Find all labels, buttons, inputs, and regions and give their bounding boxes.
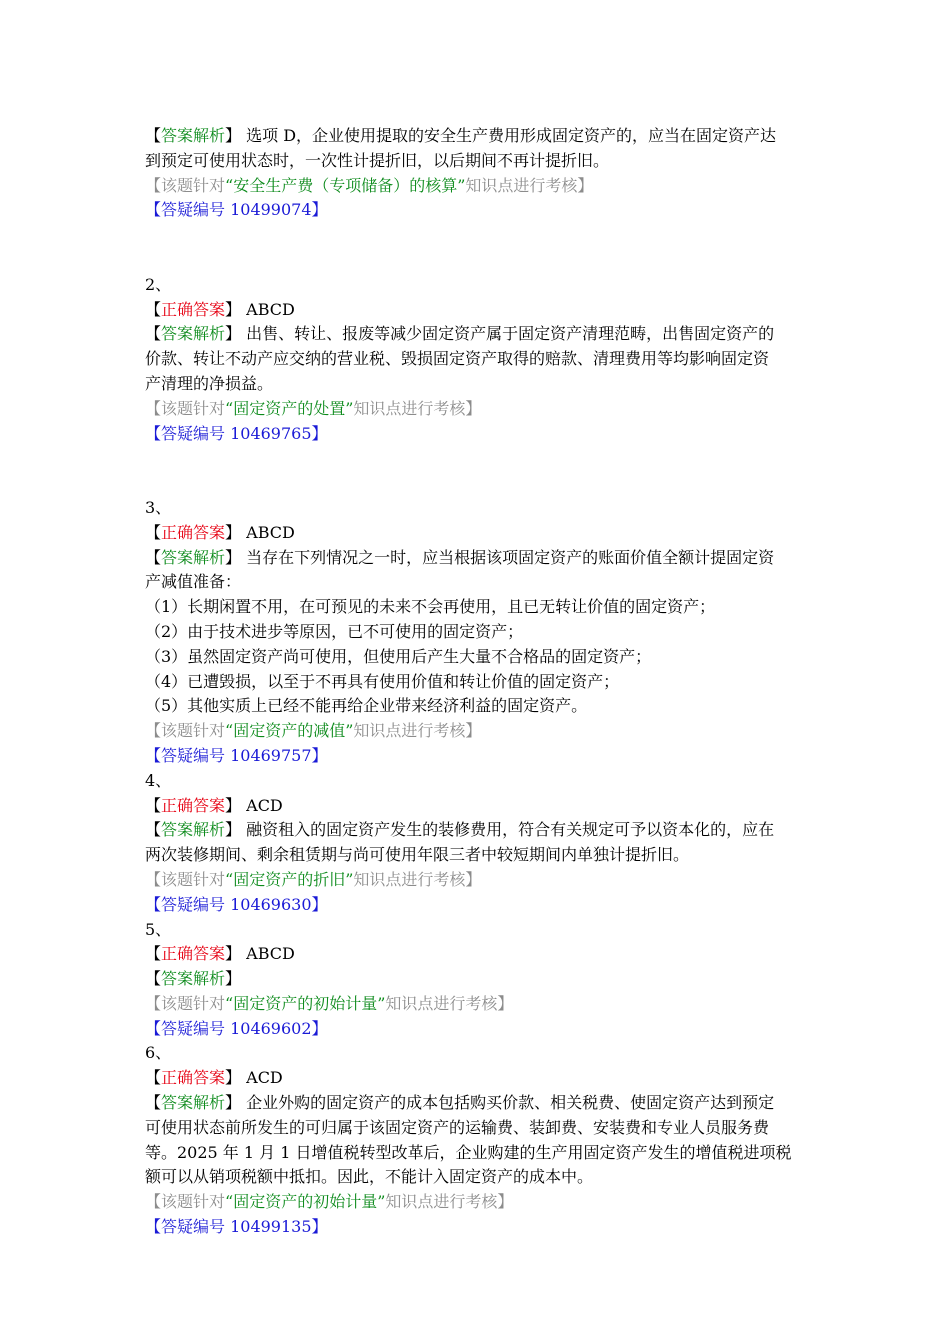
analysis-label: 答案解析 — [161, 820, 226, 840]
answer-line: 【正确答案】 ACD — [145, 1068, 283, 1088]
qa-id: 【答疑编号 10469757】 — [145, 745, 328, 765]
analysis-text: 选项 D，企业使用提取的安全生产费用形成固定资产的，应当在固定资产达 — [241, 126, 777, 145]
analysis-line: 【答案解析】 融资租入的固定资产发生的装修费用，符合有关规定可予以资本化的，应在 — [145, 820, 775, 840]
knowledge-point: 【该题针对“固定资产的折旧”知识点进行考核】 — [145, 869, 482, 889]
analysis-label: 答案解析 — [161, 126, 226, 145]
answer-line: 【正确答案】 ACD — [145, 795, 283, 815]
answer-value: ACD — [241, 795, 283, 815]
question-number: 4、 — [145, 770, 172, 790]
question-number: 3、 — [145, 497, 172, 517]
analysis-text: 额可以从销项税额中抵扣。因此，不能计入固定资产的成本中。 — [145, 1167, 594, 1187]
analysis-label: 答案解析 — [161, 324, 226, 344]
analysis-text: 企业外购的固定资产的成本包括购买价款、相关税费、使固定资产达到预定 — [241, 1093, 775, 1113]
analysis-line: 【答案解析】 出售、转让、报废等减少固定资产属于固定资产清理范畴，出售固定资产的 — [145, 324, 775, 344]
answer-label: 正确答案 — [161, 1068, 226, 1088]
analysis-line: 【答案解析】 选项 D，企业使用提取的安全生产费用形成固定资产的，应当在固定资产达 — [145, 126, 777, 145]
answer-value: ABCD — [241, 522, 295, 542]
question-number: 6、 — [145, 1043, 172, 1063]
knowledge-point: 【该题针对“固定资产的初始计量”知识点进行考核】 — [145, 993, 514, 1013]
analysis-line: 【答案解析】 — [145, 969, 242, 989]
analysis-text: 产减值准备： — [145, 572, 242, 592]
knowledge-point-topic: “固定资产的减值” — [225, 721, 354, 741]
answer-line: 【正确答案】 ABCD — [145, 299, 295, 319]
analysis-text: 出售、转让、报废等减少固定资产属于固定资产清理范畴，出售固定资产的 — [241, 324, 775, 344]
question-number: 2、 — [145, 274, 172, 294]
qa-id: 【答疑编号 10469630】 — [145, 894, 328, 914]
answer-value: ACD — [241, 1068, 283, 1088]
list-item: （4）已遭毁损，以至于不再具有使用价值和转让价值的固定资产； — [145, 671, 620, 691]
knowledge-point-topic: “固定资产的折旧” — [225, 869, 354, 889]
answer-line: 【正确答案】 ABCD — [145, 522, 295, 542]
qa-id: 【答疑编号 10469765】 — [145, 423, 328, 443]
qa-id: 【答疑编号 10499135】 — [145, 1217, 328, 1237]
analysis-text: 到预定可使用状态时，一次性计提折旧，以后期间不再计提折旧。 — [145, 150, 610, 170]
knowledge-point: 【该题针对“固定资产的处置”知识点进行考核】 — [145, 398, 482, 418]
knowledge-point: 【该题针对“安全生产费（专项储备）的核算”知识点进行考核】 — [145, 175, 594, 195]
analysis-text: 可使用状态前所发生的可归属于该固定资产的运输费、装卸费、安装费和专业人员服务费 — [145, 1117, 770, 1137]
analysis-text: 当存在下列情况之一时，应当根据该项固定资产的账面价值全额计提固定资 — [241, 547, 775, 567]
analysis-text: 等。2025 年 1 月 1 日增值税转型改革后，企业购建的生产用固定资产发生的增值税进项税 — [145, 1142, 792, 1162]
analysis-label: 答案解析 — [161, 547, 226, 567]
analysis-line: 【答案解析】 当存在下列情况之一时，应当根据该项固定资产的账面价值全额计提固定资 — [145, 547, 775, 567]
question-number: 5、 — [145, 919, 172, 939]
list-item: （2）由于技术进步等原因，已不可使用的固定资产； — [145, 621, 524, 641]
analysis-text: 产清理的净损益。 — [145, 373, 274, 393]
qa-id: 【答疑编号 10499074】 — [145, 200, 328, 220]
list-item: （3）虽然固定资产尚可使用，但使用后产生大量不合格品的固定资产； — [145, 646, 652, 666]
analysis-label: 答案解析 — [161, 969, 226, 989]
answer-value: ABCD — [241, 944, 295, 964]
knowledge-point-topic: “固定资产的初始计量” — [225, 993, 386, 1013]
analysis-line: 【答案解析】 企业外购的固定资产的成本包括购买价款、相关税费、使固定资产达到预定 — [145, 1093, 775, 1113]
answer-label: 正确答案 — [161, 795, 226, 815]
analysis-text: 融资租入的固定资产发生的装修费用，符合有关规定可予以资本化的，应在 — [241, 820, 775, 840]
knowledge-point-topic: “安全生产费（专项储备）的核算” — [225, 175, 466, 195]
analysis-text: 价款、转让不动产应交纳的营业税、毁损固定资产取得的赔款、清理费用等均影响固定资 — [145, 349, 770, 369]
knowledge-point: 【该题针对“固定资产的减值”知识点进行考核】 — [145, 721, 482, 741]
answer-line: 【正确答案】 ABCD — [145, 944, 295, 964]
answer-label: 正确答案 — [161, 944, 226, 964]
knowledge-point-topic: “固定资产的初始计量” — [225, 1192, 386, 1212]
knowledge-point: 【该题针对“固定资产的初始计量”知识点进行考核】 — [145, 1192, 514, 1212]
document-page — [145, 124, 805, 1240]
qa-id: 【答疑编号 10469602】 — [145, 1018, 328, 1038]
answer-value: ABCD — [241, 299, 295, 319]
analysis-text: 两次装修期间、剩余租赁期与尚可使用年限三者中较短期间内单独计提折旧。 — [145, 845, 690, 865]
list-item: （5）其他实质上已经不能再给企业带来经济利益的固定资产。 — [145, 696, 588, 716]
answer-label: 正确答案 — [161, 522, 226, 542]
analysis-label: 答案解析 — [161, 1093, 226, 1113]
answer-label: 正确答案 — [161, 299, 226, 319]
list-item: （1）长期闲置不用，在可预见的未来不会再使用，且已无转让价值的固定资产； — [145, 597, 716, 617]
knowledge-point-topic: “固定资产的处置” — [225, 398, 354, 418]
